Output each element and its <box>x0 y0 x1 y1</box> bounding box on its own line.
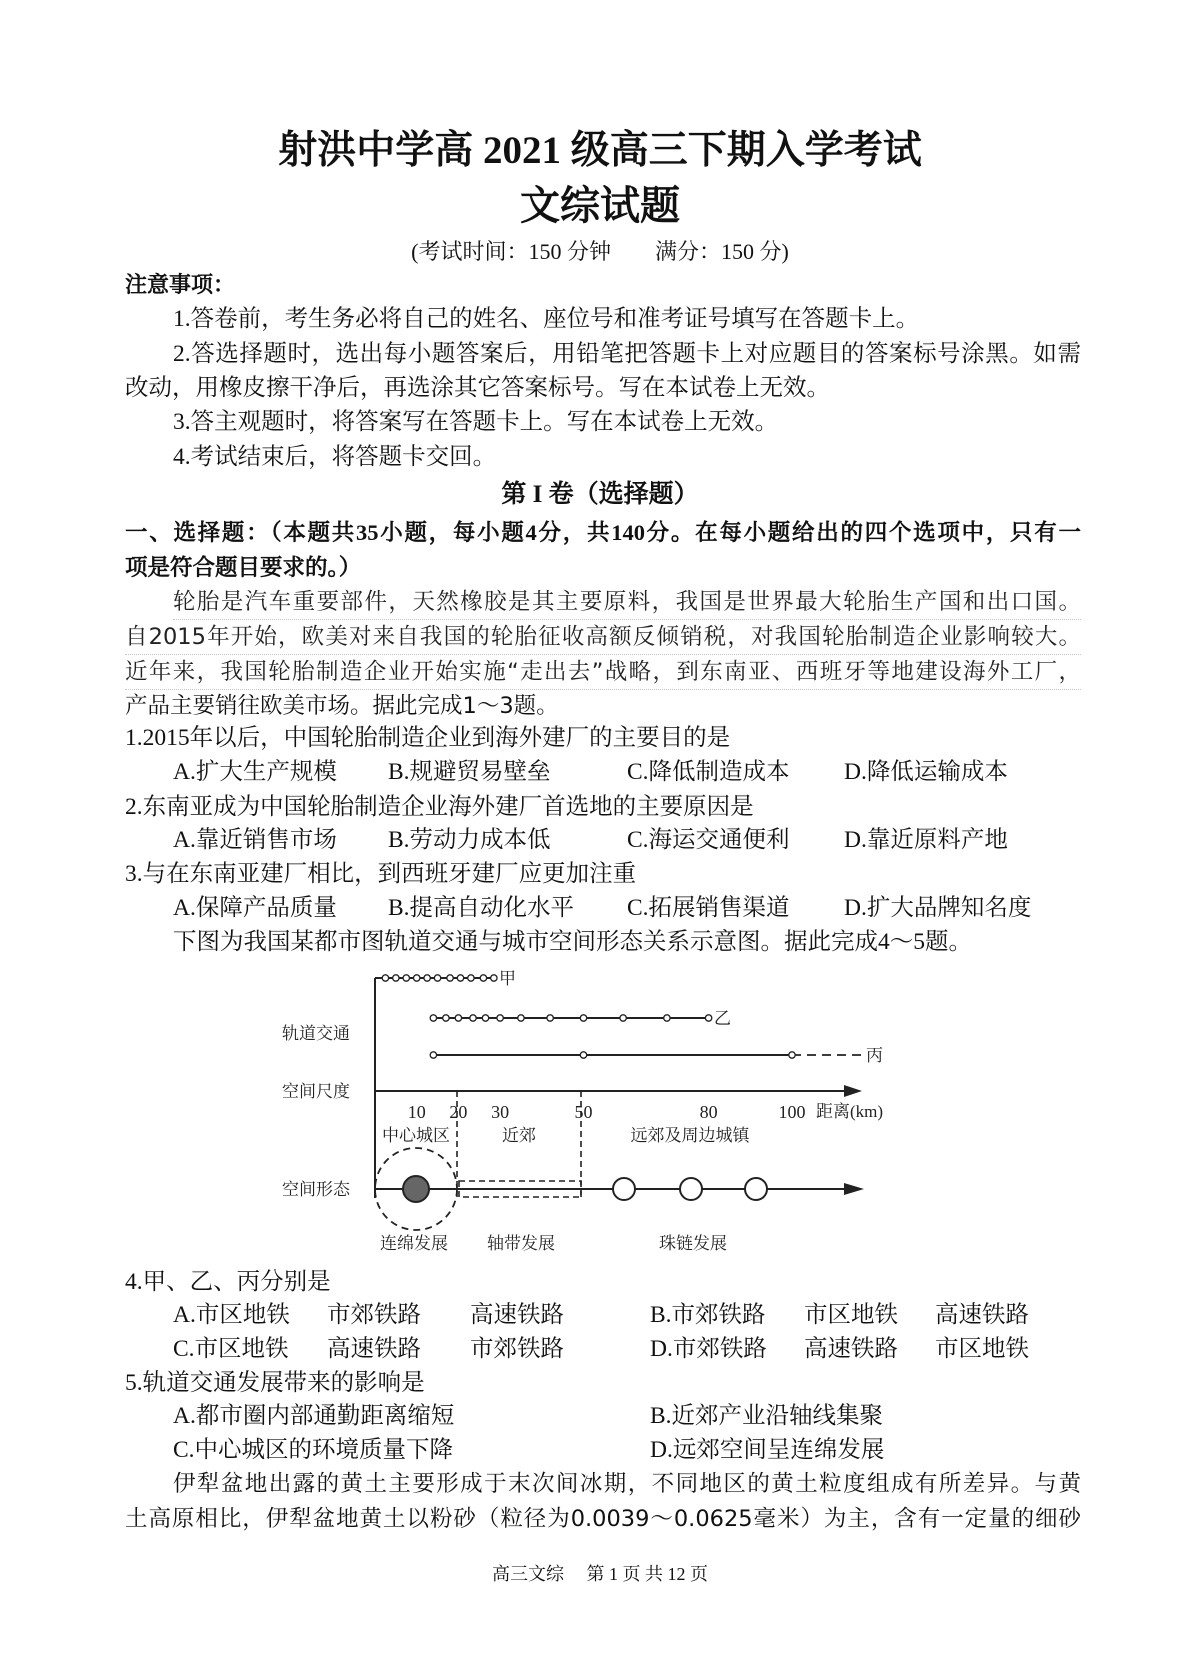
option-a: A.扩大生产规模 <box>173 759 337 785</box>
station-marker <box>482 1015 488 1021</box>
option-a-part: 高速铁路 <box>470 1302 564 1328</box>
station-marker <box>491 975 497 981</box>
form-axis-arrow <box>844 1183 864 1195</box>
station-marker <box>434 975 440 981</box>
satellite-town <box>613 1178 635 1200</box>
option-b: B.劳动力成本低 <box>388 827 551 853</box>
station-marker <box>414 975 420 981</box>
question-stem: 1.2015年以后，中国轮胎制造企业到海外建厂的主要目的是 <box>125 725 731 751</box>
row-label-rail: 轨道交通 <box>282 1024 350 1043</box>
option-c: C.拓展销售渠道 <box>627 895 790 921</box>
satellite-town <box>680 1178 702 1200</box>
option-d: D.靠近原料产地 <box>844 827 1008 853</box>
section-title: 第 I 卷（选择题） <box>501 481 699 508</box>
exam-info: (考试时间：150 分钟 满分：150 分) <box>411 239 789 264</box>
passage-line: 产品主要销往欧美市场。据此完成1～3题。 <box>125 693 559 719</box>
option-c: C.降低制造成本 <box>627 759 790 785</box>
passage-line: 近年来，我国轮胎制造企业开始实施“走出去”战略，到东南亚、西班牙等地建设海外工厂， <box>125 655 1081 690</box>
notice-heading: 注意事项： <box>125 272 236 297</box>
station-marker <box>424 975 430 981</box>
zone-label-central: 中心城区 <box>382 1126 450 1145</box>
form-label-axial: 轴带发展 <box>487 1234 555 1253</box>
option-c-part: 高速铁路 <box>327 1336 421 1362</box>
passage-line: 伊犁盆地出露的黄土主要形成于末次间冰期，不同地区的黄土粒度组成有所差异。与黄 <box>173 1471 1081 1497</box>
zone-label-near-suburb: 近郊 <box>502 1126 536 1145</box>
row-label-scale: 空间尺度 <box>282 1082 350 1101</box>
option-b: B.提高自动化水平 <box>388 895 575 921</box>
exam-subtitle: 文综试题 <box>520 183 680 228</box>
tick-label: 30 <box>491 1102 510 1122</box>
option-d-part: 高速铁路 <box>804 1336 898 1362</box>
question-stem: 3.与在东南亚建厂相比，到西班牙建厂应更加注重 <box>125 861 637 887</box>
station-marker <box>620 1015 626 1021</box>
section-instruction: 项是符合题目要求的。） <box>125 555 362 580</box>
notice-line: 改动，用橡皮擦干净后，再选涂其它答案标号。写在本试卷上无效。 <box>125 375 830 401</box>
option-c: C.海运交通便利 <box>627 827 790 853</box>
option-c-part: 市郊铁路 <box>470 1336 564 1362</box>
notice-line: 1.答卷前，考生务必将自己的姓名、座位号和准考证号填写在答题卡上。 <box>173 306 920 332</box>
station-marker <box>457 975 463 981</box>
tick-label: 80 <box>699 1102 718 1122</box>
line-label-jia: 甲 <box>499 969 516 988</box>
option-b: B.近郊产业沿轴线集聚 <box>650 1403 884 1429</box>
station-marker <box>470 1015 476 1021</box>
section-instruction: 一、选择题：（本题共35小题，每小题4分，共140分。在每小题给出的四个选项中，只有一 <box>125 520 1081 545</box>
option-b-part: 市区地铁 <box>804 1302 898 1328</box>
axis-unit: 距离(km) <box>816 1102 884 1121</box>
tick-label: 10 <box>407 1102 426 1122</box>
station-marker <box>664 1015 670 1021</box>
station-marker <box>403 975 409 981</box>
option-a: A.都市圈内部通勤距离缩短 <box>173 1403 455 1429</box>
station-marker <box>455 1015 461 1021</box>
option-b: B.市郊铁路 <box>650 1302 766 1328</box>
notice-line: 3.答主观题时，将答案写在答题卡上。写在本试卷上无效。 <box>173 409 779 435</box>
station-marker <box>468 975 474 981</box>
question-stem: 4.甲、乙、丙分别是 <box>125 1269 331 1295</box>
passage-line: 轮胎是汽车重要部件，天然橡胶是其主要原料，我国是世界最大轮胎生产国和出口国。 <box>173 585 1081 620</box>
station-marker <box>705 1015 711 1021</box>
option-a: A.靠近销售市场 <box>173 827 337 853</box>
station-marker <box>789 1052 795 1058</box>
form-label-beaded: 珠链发展 <box>659 1234 727 1253</box>
option-c: C.中心城区的环境质量下降 <box>173 1437 454 1463</box>
tick-label: 20 <box>449 1102 468 1122</box>
zone-label-far-suburb: 远郊及周边城镇 <box>630 1126 750 1145</box>
station-marker <box>430 1052 436 1058</box>
option-d-part: 市区地铁 <box>935 1336 1029 1362</box>
station-marker <box>480 975 486 981</box>
central-city-dot <box>403 1176 429 1202</box>
form-label-contiguous: 连绵发展 <box>380 1234 448 1253</box>
option-d: D.远郊空间呈连绵发展 <box>650 1437 885 1463</box>
option-b-part: 高速铁路 <box>935 1302 1029 1328</box>
scale-axis-arrow <box>844 1085 862 1097</box>
station-marker <box>393 975 399 981</box>
station-marker <box>443 1015 449 1021</box>
station-marker <box>580 1015 586 1021</box>
option-b: B.规避贸易壁垒 <box>388 759 551 785</box>
station-marker <box>518 1015 524 1021</box>
page-footer: 高三文综 第 1 页 共 12 页 <box>492 1564 708 1584</box>
station-marker <box>547 1015 553 1021</box>
option-d: D.扩大品牌知名度 <box>844 895 1032 921</box>
station-marker <box>497 1015 503 1021</box>
notice-line: 2.答选择题时，选出每小题答案后，用铅笔把答题卡上对应题目的答案标号涂黑。如需 <box>173 341 1081 367</box>
option-d: D.降低运输成本 <box>844 759 1008 785</box>
option-d: D.市郊铁路 <box>650 1336 767 1362</box>
exam-title: 射洪中学高 2021 级高三下期入学考试 <box>278 129 922 172</box>
station-marker <box>447 975 453 981</box>
option-a-part: 市郊铁路 <box>327 1302 421 1328</box>
passage-line: 土高原相比，伊犁盆地黄土以粉砂（粒径为0.0039～0.0625毫米）为主，含有一定量的细砂 <box>125 1506 1081 1532</box>
question-stem: 5.轨道交通发展带来的影响是 <box>125 1370 425 1396</box>
tick-label: 100 <box>778 1102 806 1122</box>
station-marker <box>580 1052 586 1058</box>
line-label-bing: 丙 <box>866 1046 883 1065</box>
option-c: C.市区地铁 <box>173 1336 289 1362</box>
passage-line: 自2015年开始，欧美对来自我国的轮胎征收高额反倾销税，对我国轮胎制造企业影响较大。 <box>125 620 1081 655</box>
tick-label: 50 <box>574 1102 593 1122</box>
option-a: A.保障产品质量 <box>173 895 337 921</box>
line-label-yi: 乙 <box>714 1009 731 1028</box>
figure-intro: 下图为我国某都市图轨道交通与城市空间形态关系示意图。据此完成4～5题。 <box>173 929 972 955</box>
question-stem: 2.东南亚成为中国轮胎制造企业海外建厂首选地的主要原因是 <box>125 794 754 820</box>
notice-line: 4.考试结束后，将答题卡交回。 <box>173 444 497 470</box>
satellite-town <box>745 1178 767 1200</box>
row-label-form: 空间形态 <box>282 1180 350 1199</box>
station-marker <box>430 1015 436 1021</box>
station-marker <box>382 975 388 981</box>
option-a: A.市区地铁 <box>173 1302 290 1328</box>
